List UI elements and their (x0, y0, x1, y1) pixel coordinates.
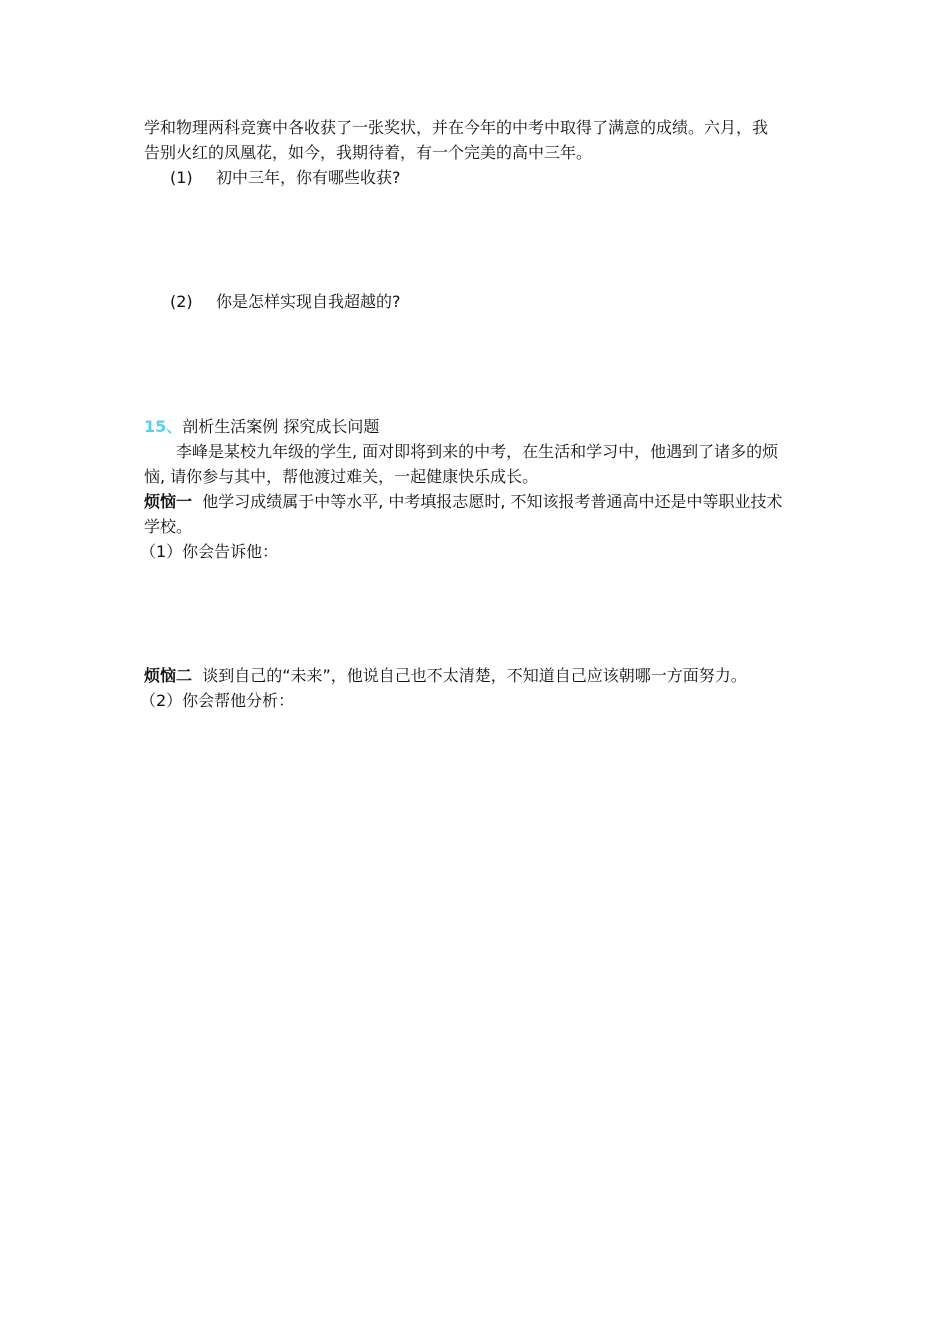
section-15-number: 15、 (144, 417, 183, 436)
trouble-1-text: 他学习成绩属于中等水平, 中考填报志愿时, 不知该报考普通高中还是中等职业技术 (202, 492, 783, 511)
trouble-1-label: 烦恼一 (144, 492, 193, 511)
trouble-1-line-1 (144, 490, 783, 514)
section-15-para-line-1: 李峰是某校九年级的学生, 面对即将到来的中考，在生活和学习中，他遇到了诸多的烦 (176, 442, 779, 461)
section-15-title: 剖析生活案例 探究成长问题 (182, 417, 380, 436)
question-1 (170, 166, 401, 190)
trouble-2-line (144, 664, 747, 688)
trouble-2-prompt: （2）你会帮他分析： (140, 691, 295, 710)
section-15-heading (144, 415, 379, 439)
question-2-number: (2) (170, 292, 193, 311)
question-2 (170, 290, 401, 314)
section-15-para-line-2: 恼, 请你参与其中，帮他渡过难关，一起健康快乐成长。 (144, 467, 539, 486)
trouble-1-line-2: 学校。 (144, 517, 193, 536)
question-1-number: (1) (170, 168, 193, 187)
trouble-2-text: 谈到自己的“未来”，他说自己也不太清楚，不知道自己应该朝哪一方面努力。 (202, 666, 747, 685)
trouble-1-prompt: （1）你会告诉他： (140, 542, 279, 561)
question-2-text: 你是怎样实现自我超越的? (216, 292, 401, 311)
intro-line-1: 学和物理两科竞赛中各收获了一张奖状，并在今年的中考中取得了满意的成绩。六月，我 (144, 118, 769, 137)
trouble-2-label: 烦恼二 (144, 666, 193, 685)
intro-line-2: 告别火红的凤凰花，如今，我期待着，有一个完美的高中三年。 (144, 143, 593, 162)
question-1-text: 初中三年，你有哪些收获? (216, 168, 401, 187)
